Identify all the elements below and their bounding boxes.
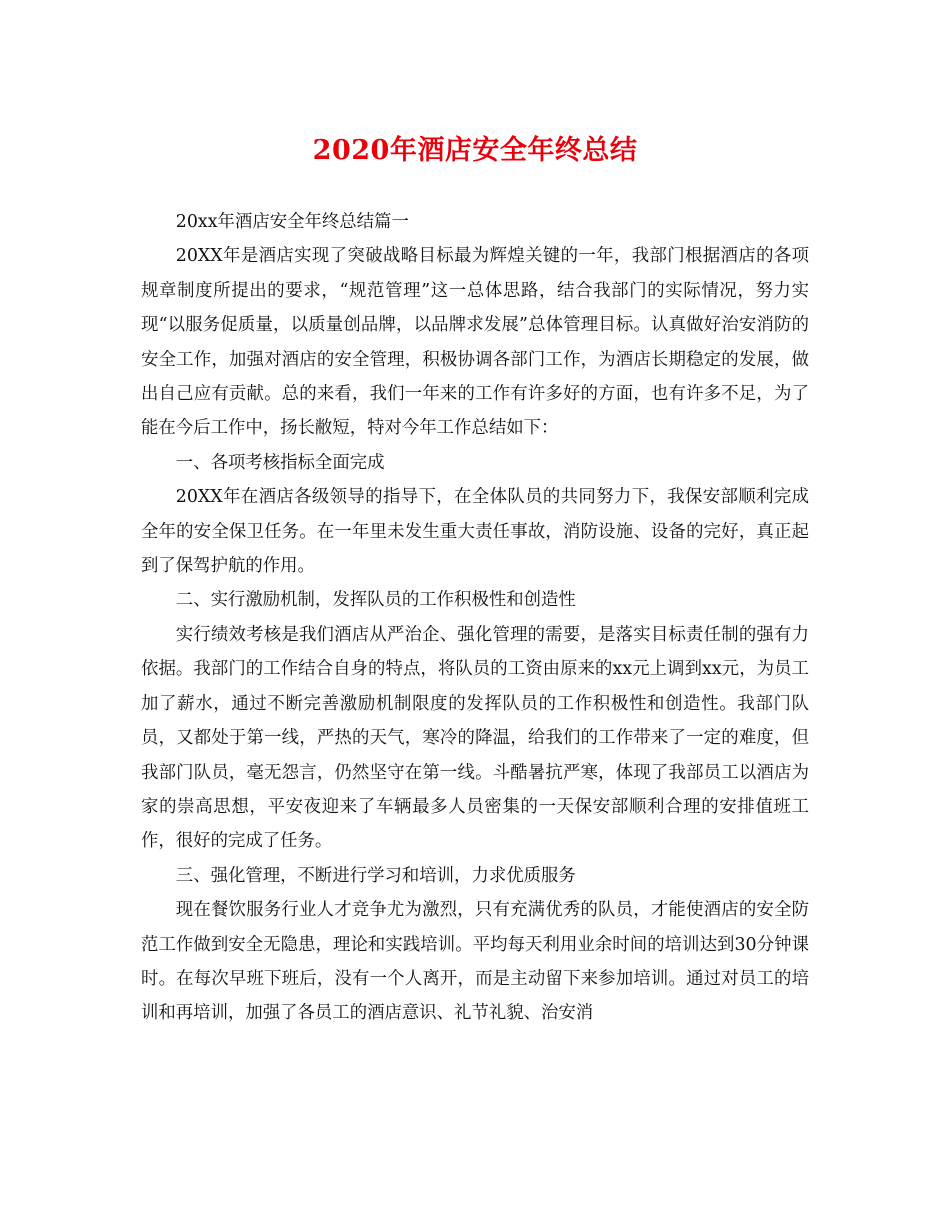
paragraph-body-2: 实行绩效考核是我们酒店从严治企、强化管理的需要，是落实目标责任制的强有力依据。我部门的工作结合自身的特点，将队员的工资由原来的xx元上调到xx元，为员工加了薪水，通过不断完善激励机制限度的发挥队员的工作积极性和创造性。我部门队员，又都处于第一线，严热的天气，寒冷的降温，给我们的工作带来了一定的难度，但我部门队员，毫无怨言，仍然坚守在第一线。斗酷暑抗严寒，体现了我部员工以酒店为家的崇高思想，平安夜迎来了车辆最多人员密集的一天保安部顺利合理的安排值班工作，很好的完成了任务。 (141, 624, 809, 852)
paragraph-intro: 20XX年是酒店实现了突破战略目标最为辉煌关键的一年，我部门根据酒店的各项规章制度所提出的要求，“规范管理”这一总体思路，结合我部门的实际情况，努力实现“以服务促质量，以质量创品牌，以品牌求发展”总体管理目标。认真做好治安消防的安全工作，加强对酒店的安全管理，积极协调各部门工作，为酒店长期稳定的发展，做出自己应有贡献。总的来看，我们一年来的工作有许多好的方面，也有许多不足，为了能在今后工作中，扬长敝短，特对今年工作总结如下： (141, 246, 809, 439)
paragraph-heading-1: 一、各项考核指标全面完成 (175, 452, 385, 473)
document-title: 2020年酒店安全年终总结 (312, 135, 638, 166)
document-body (141, 205, 809, 1031)
paragraph-heading-2: 二、实行激励机制，发挥队员的工作积极性和创造性 (175, 590, 576, 611)
paragraph-body-3: 现在餐饮服务行业人才竞争尤为激烈，只有充满优秀的队员，才能使酒店的安全防范工作做到安全无隐患，理论和实践培训。平均每天利用业余时间的培训达到30分钟课时。在每次早班下班后，没有一个人离开，而是主动留下来参加培训。通过对员工的培训和再培训，加强了各员工的酒店意识、礼节礼貌、治安消 (141, 900, 809, 1024)
paragraph-heading-3: 三、强化管理，不断进行学习和培训，力求优质服务 (175, 865, 576, 886)
paragraph-section-heading: 20xx年酒店安全年终总结篇一 (175, 212, 409, 232)
paragraph-body-1: 20XX年在酒店各级领导的指导下，在全体队员的共同努力下，我保安部顺利完成全年的安全保卫任务。在一年里未发生重大责任事故，消防设施、设备的完好，真正起到了保驾护航的作用。 (141, 487, 809, 577)
